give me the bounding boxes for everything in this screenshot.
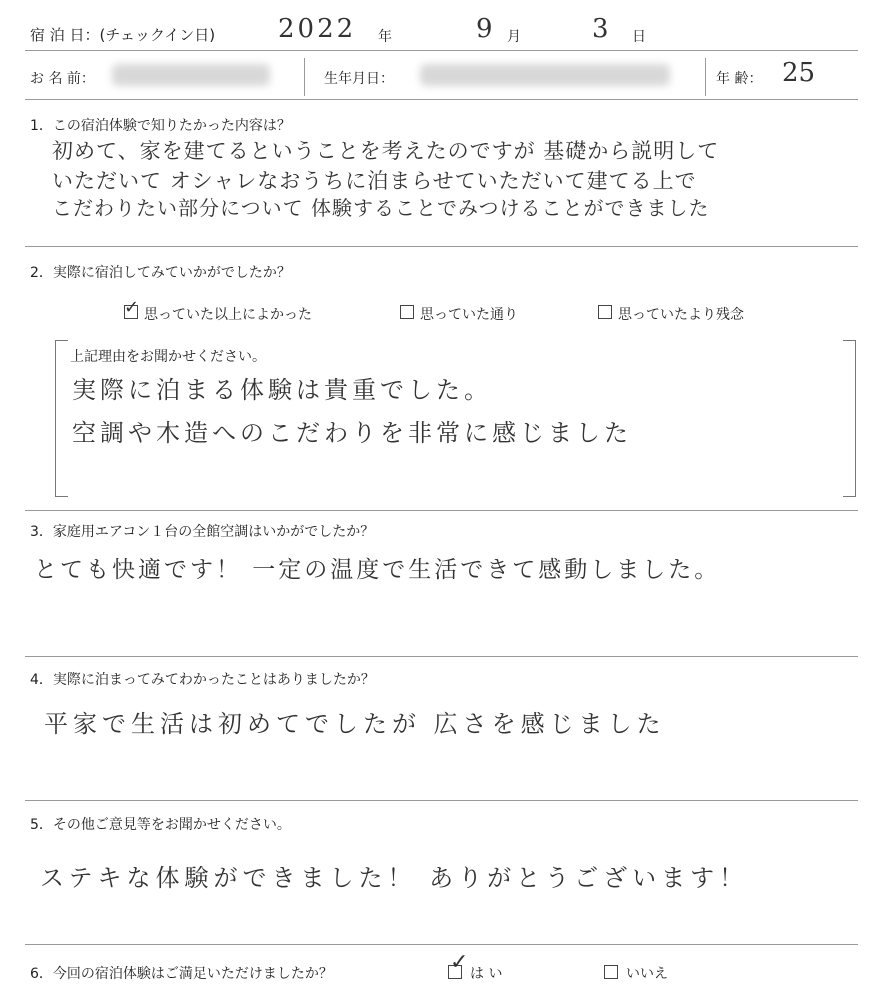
stay-day-value: 3 [592, 14, 609, 44]
reason-box-left-bracket [55, 340, 68, 497]
divider [25, 800, 858, 801]
option-better-than-expected-label: 思っていた以上によかった [144, 307, 312, 323]
reason-box-right-bracket [843, 340, 856, 497]
birth-date-label: 生年月日： [324, 71, 394, 87]
option-no-checkbox[interactable] [604, 965, 618, 979]
name-label: お 名 前： [30, 71, 95, 87]
stay-year-value: 2022 [278, 14, 357, 44]
option-as-expected-checkbox[interactable] [400, 305, 414, 319]
check-mark-icon: ✓ [450, 950, 469, 975]
option-worse-than-expected-label: 思っていたより残念 [618, 307, 744, 323]
redacted-name [112, 64, 270, 86]
divider [25, 99, 858, 100]
option-as-expected-label: 思っていた通り [420, 307, 518, 323]
question-5: 5．その他ご意見等をお聞かせください。 [30, 817, 291, 833]
answer-4: 平家で生活は初めてでしたが 広さを感じました [44, 710, 666, 738]
reason-line-2: 空調や木造へのこだわりを非常に感じました [72, 419, 632, 447]
check-mark-icon: ✓ [124, 297, 140, 318]
reason-line-1: 実際に泊まる体験は貴重でした。 [72, 376, 492, 404]
day-unit: 日 [632, 29, 646, 45]
stay-month-value: 9 [476, 14, 493, 44]
month-unit: 月 [507, 29, 521, 45]
answer-1-line-2: いただいて オシャレなおうちに泊まらせていただいて建てる上で [52, 169, 697, 193]
divider [705, 58, 706, 96]
answer-1-line-3: こだわりたい部分について 体験することでみつけることができました [52, 196, 710, 220]
divider [304, 58, 305, 96]
question-3: 3．家庭用エアコン１台の全館空調はいかがでしたか？ [30, 524, 375, 540]
question-2: 2．実際に宿泊してみていかがでしたか？ [30, 265, 291, 281]
divider [25, 50, 858, 51]
stay-date-label: 宿 泊 日：(チェックイン日) [30, 26, 216, 44]
divider [25, 246, 858, 247]
answer-1-line-1: 初めて、家を建てるということを考えたのですが 基礎から説明して [52, 139, 720, 163]
year-unit: 年 [378, 29, 392, 45]
question-4: 4．実際に泊まってみてわかったことはありましたか？ [30, 672, 375, 688]
divider [25, 510, 858, 511]
question-6: 6．今回の宿泊体験はご満足いただけましたか？ [30, 966, 333, 982]
age-label: 年 齢： [716, 71, 763, 87]
answer-5: ステキな体験ができました！ ありがとうございます！ [40, 864, 749, 892]
option-no-label: いいえ [626, 966, 668, 982]
option-yes-label: は い [470, 966, 503, 982]
question-1: 1．この宿泊体験で知りたかった内容は？ [30, 118, 291, 134]
age-value: 25 [782, 58, 816, 88]
redacted-birth-date [420, 64, 670, 86]
divider [25, 944, 858, 945]
reason-label: 上記理由をお聞かせください。 [70, 349, 266, 365]
option-worse-than-expected-checkbox[interactable] [598, 305, 612, 319]
divider [25, 656, 858, 657]
answer-3: とても快適です！ 一定の温度で生活できて感動しました。 [34, 557, 721, 583]
